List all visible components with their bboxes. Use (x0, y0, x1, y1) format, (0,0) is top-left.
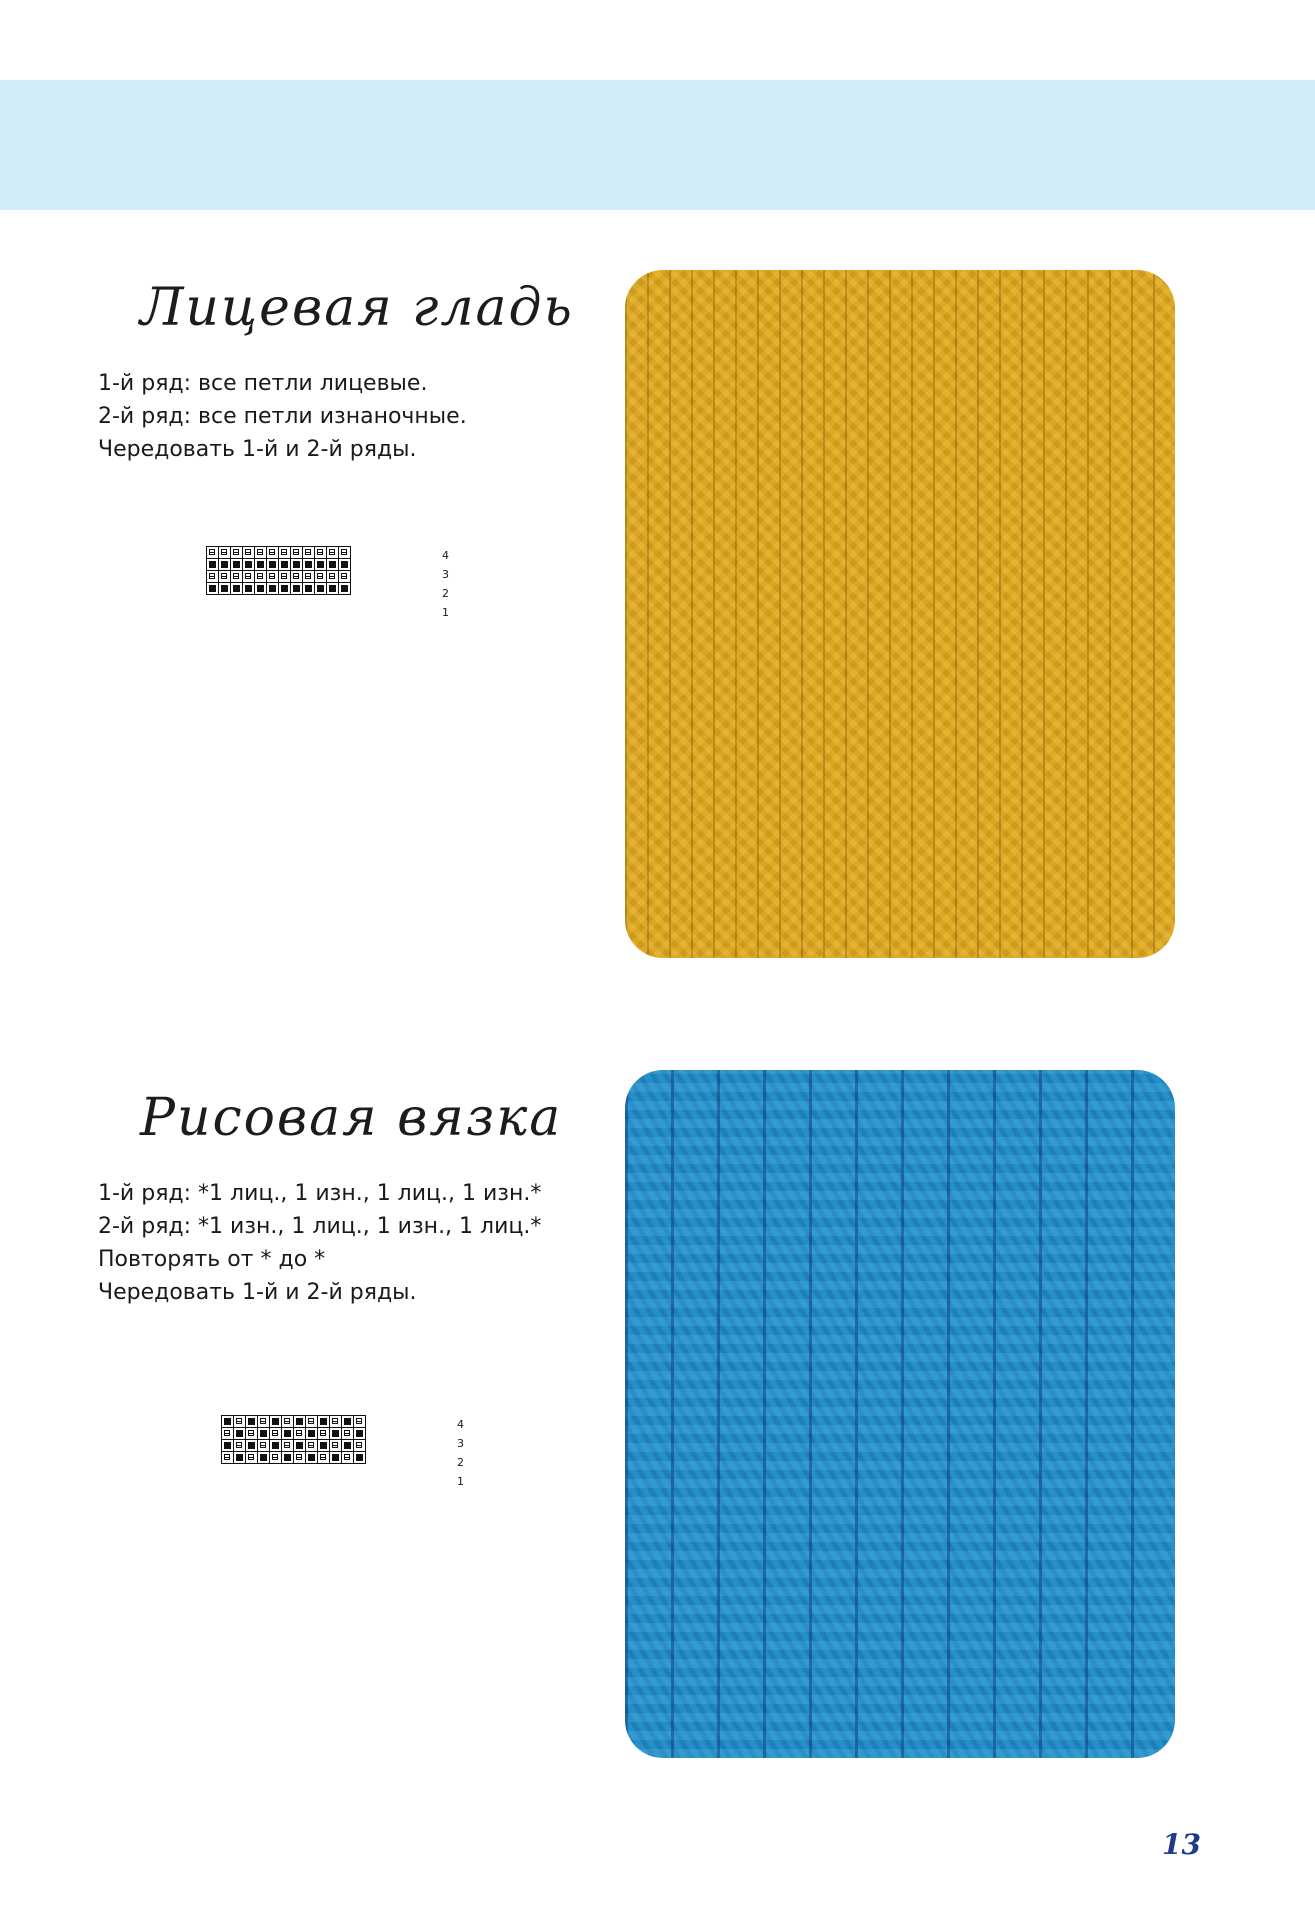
knit-stitch-symbol (318, 1452, 330, 1464)
purl-stitch-symbol (306, 1452, 318, 1464)
purl-stitch-symbol (339, 583, 351, 595)
row-number: 3 (457, 1437, 464, 1450)
knit-stitch-symbol (354, 1416, 366, 1428)
purl-stitch-symbol (219, 583, 231, 595)
chart-row (207, 571, 351, 583)
purl-stitch-symbol (219, 559, 231, 571)
knit-stitch-symbol (207, 571, 219, 583)
knit-stitch-symbol (303, 547, 315, 559)
instruction-line: 1-й ряд: все петли лицевые. (98, 371, 428, 396)
knit-stitch-symbol (327, 547, 339, 559)
knit-stitch-symbol (315, 547, 327, 559)
knit-stitch-symbol (279, 547, 291, 559)
purl-stitch-symbol (303, 583, 315, 595)
knit-stitch-symbol (342, 1452, 354, 1464)
instruction-line: 1-й ряд: *1 лиц., 1 изн., 1 лиц., 1 изн.* (98, 1181, 542, 1206)
chart-row (222, 1440, 366, 1452)
purl-stitch-symbol (291, 559, 303, 571)
purl-stitch-symbol (303, 559, 315, 571)
stitch-chart (221, 1415, 464, 1488)
knit-stitch-symbol (246, 1452, 258, 1464)
chart-row (222, 1428, 366, 1440)
purl-stitch-symbol (318, 1440, 330, 1452)
knit-stitch-symbol (330, 1440, 342, 1452)
section-title: Рисовая вязка (140, 1088, 563, 1148)
knit-stitch-symbol (243, 571, 255, 583)
purl-stitch-symbol (354, 1428, 366, 1440)
knit-stitch-symbol (294, 1428, 306, 1440)
purl-stitch-symbol (327, 559, 339, 571)
knit-stitch-symbol (294, 1452, 306, 1464)
chart-row (222, 1416, 366, 1428)
knit-stitch-symbol (339, 571, 351, 583)
knit-stitch-symbol (270, 1428, 282, 1440)
purl-stitch-symbol (207, 559, 219, 571)
stitch-chart (206, 546, 449, 619)
instructions (98, 367, 467, 466)
chart-row (207, 559, 351, 571)
knit-stitch-symbol (267, 547, 279, 559)
row-numbers (457, 1415, 464, 1491)
knit-stitch-symbol (282, 1416, 294, 1428)
purl-stitch-symbol (279, 583, 291, 595)
purl-stitch-symbol (231, 583, 243, 595)
knit-stitch-symbol (291, 571, 303, 583)
row-number: 3 (442, 568, 449, 581)
purl-stitch-symbol (234, 1428, 246, 1440)
purl-stitch-symbol (282, 1428, 294, 1440)
knit-stitch-symbol (354, 1440, 366, 1452)
knit-stitch-symbol (255, 547, 267, 559)
purl-stitch-symbol (267, 559, 279, 571)
purl-stitch-symbol (234, 1452, 246, 1464)
row-number: 2 (442, 587, 449, 600)
purl-stitch-symbol (339, 559, 351, 571)
page-number: 13 (1162, 1828, 1201, 1861)
purl-stitch-symbol (291, 583, 303, 595)
knit-stitch-symbol (315, 571, 327, 583)
knit-stitch-symbol (219, 571, 231, 583)
knit-stitch-symbol (258, 1440, 270, 1452)
knit-stitch-symbol (267, 571, 279, 583)
knit-stitch-symbol (234, 1440, 246, 1452)
row-number: 1 (457, 1475, 464, 1488)
purl-stitch-symbol (267, 583, 279, 595)
knit-stitch-symbol (207, 547, 219, 559)
purl-stitch-symbol (342, 1440, 354, 1452)
knit-stitch-symbol (234, 1416, 246, 1428)
purl-stitch-symbol (342, 1416, 354, 1428)
purl-stitch-symbol (270, 1416, 282, 1428)
purl-stitch-symbol (222, 1440, 234, 1452)
chart-grid (206, 546, 351, 595)
knit-stitch-symbol (231, 547, 243, 559)
purl-stitch-symbol (243, 583, 255, 595)
knit-stitch-symbol (255, 571, 267, 583)
purl-stitch-symbol (258, 1428, 270, 1440)
knit-stitch-symbol (222, 1452, 234, 1464)
knit-stitch-symbol (291, 547, 303, 559)
knit-stitch-symbol (318, 1428, 330, 1440)
purl-stitch-symbol (255, 583, 267, 595)
purl-stitch-symbol (246, 1440, 258, 1452)
row-number: 2 (457, 1456, 464, 1469)
row-number: 4 (457, 1418, 464, 1431)
chart-row (207, 583, 351, 595)
knit-stitch-symbol (270, 1452, 282, 1464)
row-numbers (442, 546, 449, 622)
purl-stitch-symbol (354, 1452, 366, 1464)
instructions (98, 1177, 541, 1309)
purl-stitch-symbol (330, 1428, 342, 1440)
instruction-line: 2-й ряд: все петли изнаночные. (98, 404, 467, 429)
knit-stitch-symbol (330, 1416, 342, 1428)
purl-stitch-symbol (282, 1452, 294, 1464)
chart-grid (221, 1415, 366, 1464)
knit-stitch-symbol (303, 571, 315, 583)
purl-stitch-symbol (294, 1440, 306, 1452)
purl-stitch-symbol (294, 1416, 306, 1428)
instruction-line: Чередовать 1-й и 2-й ряды. (98, 437, 417, 462)
knit-stitch-symbol (342, 1428, 354, 1440)
row-number: 4 (442, 549, 449, 562)
knit-stitch-symbol (279, 571, 291, 583)
header-band (0, 80, 1315, 210)
knit-stitch-symbol (327, 571, 339, 583)
purl-stitch-symbol (246, 1416, 258, 1428)
knit-stitch-symbol (306, 1416, 318, 1428)
knit-stitch-symbol (243, 547, 255, 559)
purl-stitch-symbol (315, 583, 327, 595)
knit-stitch-symbol (219, 547, 231, 559)
knit-stitch-symbol (222, 1428, 234, 1440)
purl-stitch-symbol (306, 1428, 318, 1440)
purl-stitch-symbol (243, 559, 255, 571)
purl-stitch-symbol (258, 1452, 270, 1464)
knit-stitch-symbol (246, 1428, 258, 1440)
knit-stitch-symbol (282, 1440, 294, 1452)
purl-stitch-symbol (231, 559, 243, 571)
purl-stitch-symbol (318, 1416, 330, 1428)
knit-stitch-symbol (231, 571, 243, 583)
row-number: 1 (442, 606, 449, 619)
knit-stitch-symbol (258, 1416, 270, 1428)
instruction-line: Чередовать 1-й и 2-й ряды. (98, 1280, 417, 1305)
purl-stitch-symbol (330, 1452, 342, 1464)
instruction-line: 2-й ряд: *1 изн., 1 лиц., 1 изн., 1 лиц.* (98, 1214, 542, 1239)
knit-stitch-symbol (306, 1440, 318, 1452)
purl-stitch-symbol (207, 583, 219, 595)
instruction-line: Повторять от * до * (98, 1247, 326, 1272)
section-title: Лицевая гладь (140, 278, 574, 338)
purl-stitch-symbol (270, 1440, 282, 1452)
purl-stitch-symbol (279, 559, 291, 571)
swatch-photo-blue (625, 1070, 1175, 1758)
purl-stitch-symbol (222, 1416, 234, 1428)
purl-stitch-symbol (315, 559, 327, 571)
swatch-photo-yellow (625, 270, 1175, 958)
purl-stitch-symbol (327, 583, 339, 595)
knit-stitch-symbol (339, 547, 351, 559)
chart-row (222, 1452, 366, 1464)
purl-stitch-symbol (255, 559, 267, 571)
chart-row (207, 547, 351, 559)
